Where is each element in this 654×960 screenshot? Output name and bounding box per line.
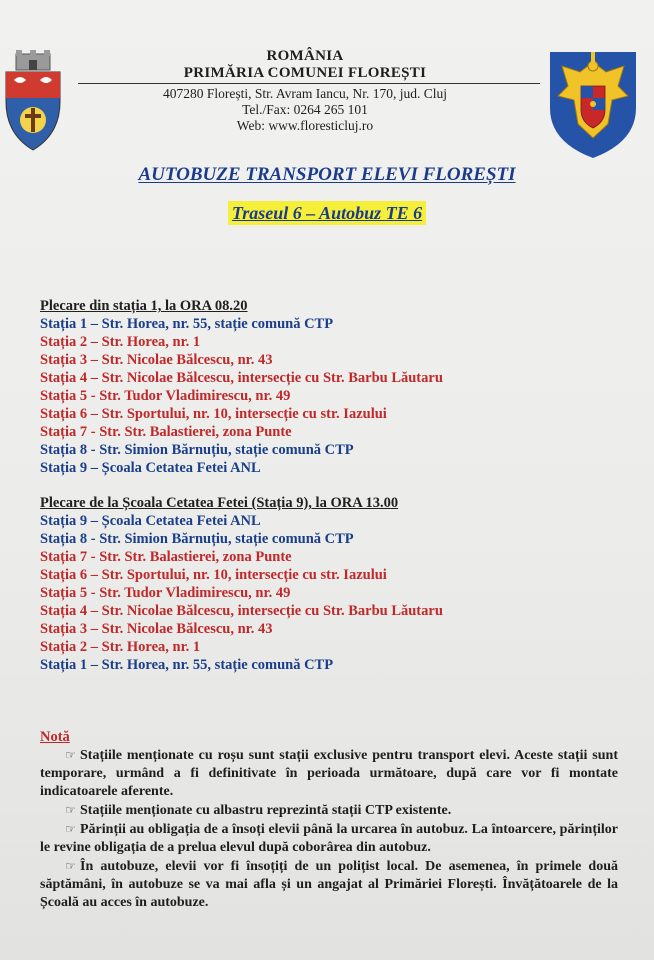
- note-item: [40, 801, 618, 820]
- institution-name: PRIMĂRIA COMUNEI FLOREȘTI: [183, 65, 427, 81]
- stop-item: Stația 7 - Str. Str. Balastierei, zona Punte: [40, 549, 292, 565]
- phone-line: Tel./Fax: 0264 265 101: [242, 102, 368, 117]
- stop-item: Stația 7 - Str. Str. Balastierei, zona Punte: [40, 424, 292, 440]
- note-item: [40, 746, 618, 801]
- stop-item: Stația 4 – Str. Nicolae Bălcescu, intersecție cu Str. Barbu Lăutaru: [40, 370, 443, 386]
- note-item-text: Stațiile menționate cu roșu sunt stații exclusive pentru transport elevi. Aceste stații sunt temporare, urmând a fi definitivate în perioada următoare, după care vor fi montate indicatoarele aferente.: [40, 748, 618, 799]
- stop-item: Stația 2 – Str. Horea, nr. 1: [40, 639, 201, 655]
- route-subtitle: Traseul 6 – Autobuz TE 6: [228, 201, 426, 225]
- stop-item: Stația 5 - Str. Tudor Vladimirescu, nr. 49: [40, 388, 291, 404]
- stop-item: Stația 6 – Str. Sportului, nr. 10, intersecție cu str. Iazului: [40, 567, 387, 583]
- stop-item: Stația 2 – Str. Horea, nr. 1: [40, 334, 201, 350]
- stop-item: Stația 4 – Str. Nicolae Bălcescu, intersecție cu Str. Barbu Lăutaru: [40, 603, 443, 619]
- romania-coat-of-arms-icon: [548, 48, 638, 160]
- stop-item: Stația 3 – Str. Nicolae Bălcescu, nr. 43: [40, 621, 273, 637]
- route-subtitle-wrap: [0, 201, 654, 225]
- stop-item: Stația 9 – Școala Cetatea Fetei ANL: [40, 460, 261, 476]
- afternoon-route-section: [40, 494, 600, 674]
- afternoon-route-heading: Plecare de la Școala Cetatea Fetei (Stația 9), la ORA 13.00: [40, 495, 399, 511]
- pointing-hand-icon: ☞: [65, 748, 76, 762]
- stop-item: Stația 9 – Școala Cetatea Fetei ANL: [40, 513, 261, 529]
- note-item: [40, 857, 618, 912]
- morning-route-section: [40, 297, 600, 477]
- note-item: [40, 820, 618, 857]
- stop-item: Stația 1 – Str. Horea, nr. 55, stație comună CTP: [40, 316, 334, 332]
- pointing-hand-icon: ☞: [65, 859, 76, 873]
- stop-item: Stația 6 – Str. Sportului, nr. 10, intersecție cu str. Iazului: [40, 406, 387, 422]
- stop-item: Stația 5 - Str. Tudor Vladimirescu, nr. 49: [40, 585, 291, 601]
- pointing-hand-icon: ☞: [65, 803, 76, 817]
- note-item-text: În autobuze, elevii vor fi însoțiți de un polițist local. De asemenea, în primele două săptămâni, în autobuze se va mai afla și un angajat al Primăriei Florești. Învățătoarele de la Școală au acces în autobuze.: [40, 859, 618, 910]
- page-title-text: AUTOBUZE TRANSPORT ELEVI FLOREȘTI: [138, 164, 516, 185]
- floresti-coat-of-arms-icon: [2, 50, 64, 156]
- note-item-text: Stațiile menționate cu albastru reprezintă stații CTP existente.: [80, 803, 452, 818]
- morning-route-heading: Plecare din stația 1, la ORA 08.20: [40, 298, 248, 314]
- page-title: [0, 164, 654, 186]
- country-name: ROMÂNIA: [266, 48, 344, 64]
- note-label: Notă: [40, 729, 70, 745]
- stop-item: Stația 3 – Str. Nicolae Bălcescu, nr. 43: [40, 352, 273, 368]
- note-section: [40, 728, 618, 912]
- note-item-text: Părinții au obligația de a însoți elevii până la urcarea în autobuz. La întoarcere, părinților le revine obligația de a prelua elevul după coborârea din autobuz.: [40, 822, 618, 855]
- stop-item: Stația 8 - Str. Simion Bărnuțiu, stație comună CTP: [40, 442, 354, 458]
- web-line: Web: www.floresticluj.ro: [236, 118, 374, 133]
- stop-item: Stația 1 – Str. Horea, nr. 55, stație comună CTP: [40, 657, 334, 673]
- letterhead: [70, 48, 540, 134]
- address-line: 407280 Florești, Str. Avram Iancu, Nr. 170, jud. Cluj: [163, 86, 447, 101]
- stop-item: Stația 8 - Str. Simion Bărnuțiu, stație comună CTP: [40, 531, 354, 547]
- pointing-hand-icon: ☞: [65, 822, 76, 836]
- header-divider: [78, 83, 540, 84]
